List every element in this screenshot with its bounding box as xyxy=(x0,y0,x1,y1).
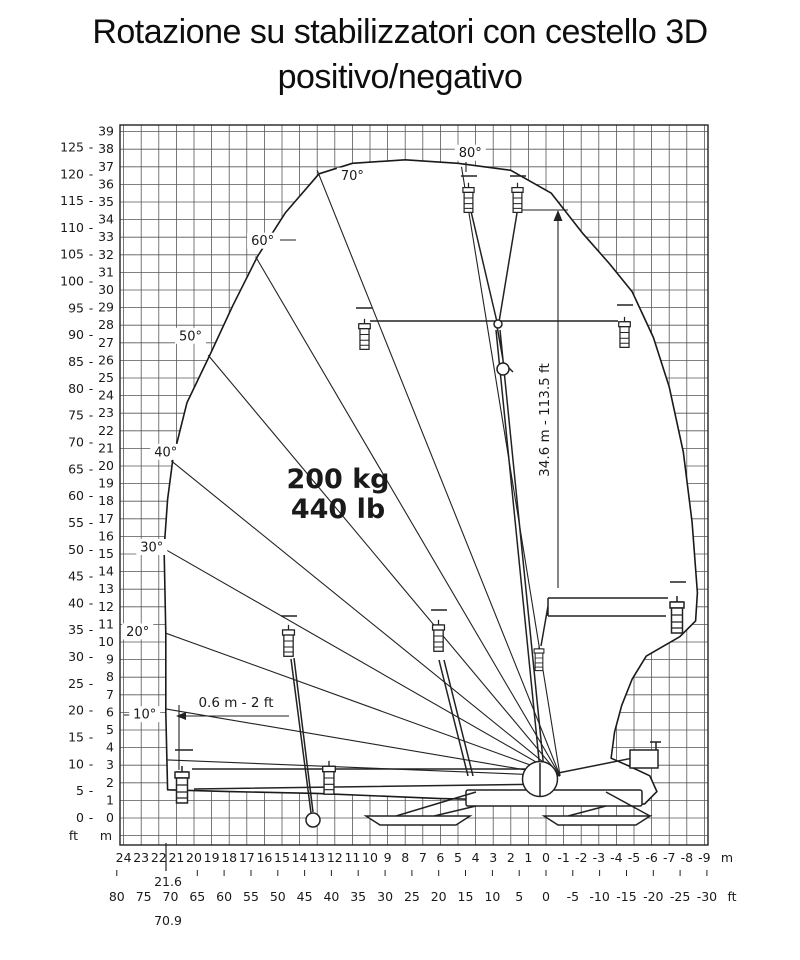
capacity-label xyxy=(286,464,389,525)
y-axis-m-tick-label: 28 xyxy=(98,317,114,333)
angle-label-50: 50° xyxy=(178,329,203,345)
negative-jib-joint xyxy=(497,363,509,375)
y-axis-ft-tick-label: 90 xyxy=(68,327,84,343)
chart-title-line2: positivo/negativo xyxy=(277,58,523,96)
basket-rear-low-icon xyxy=(534,645,544,671)
y-axis-ft-tick-label: 15 xyxy=(68,729,84,745)
x-axis-ft-tick-label: -15 xyxy=(616,889,637,904)
y-axis-ft-tick-label: 75 xyxy=(68,407,84,423)
x-axis-m-tick-label: 4 xyxy=(471,850,480,865)
x-axis-m-tick-label: 11 xyxy=(344,850,361,865)
angle-label-30: 30° xyxy=(140,540,164,556)
y-axis-dash: - xyxy=(88,300,94,316)
y-axis-m-tick-label: 5 xyxy=(106,722,114,737)
x-axis-m-tick-label: 17 xyxy=(238,850,255,865)
angle-label-70: 70° xyxy=(340,169,364,185)
x-axis-m-tick-label: 8 xyxy=(401,850,410,865)
y-axis-ft-tick-label: 115 xyxy=(60,193,84,209)
x-axis-m-tick-label: -3 xyxy=(592,850,606,865)
x-axis-m-tick-label: 15 xyxy=(274,850,290,865)
basket-jib-left-icon xyxy=(359,319,371,350)
y-axis-ft-tick-label: 35 xyxy=(68,622,84,638)
x-axis-m-tick-label: 10 xyxy=(362,850,378,865)
y-axis-m-tick-label: 8 xyxy=(106,669,114,685)
y-axis-dash: - xyxy=(88,810,94,825)
basket-top-right-icon xyxy=(512,183,523,213)
basket-low-hanging-icon xyxy=(323,761,336,794)
y-axis-m-tick-label: 13 xyxy=(98,581,114,597)
y-axis-dash: - xyxy=(88,166,94,182)
x-axis-m-tick-label: 13 xyxy=(309,850,326,865)
y-axis-m-tick-label: 4 xyxy=(106,739,114,755)
angle-label-20: 20° xyxy=(126,624,150,640)
y-axis-dash: - xyxy=(88,622,94,638)
y-axis-m-tick-label: 3 xyxy=(106,757,114,773)
height-dimension-label: 34.6 m - 113.5 ft xyxy=(537,363,553,477)
y-axis-ft-tick-label: 110 xyxy=(60,219,84,235)
y-axis-m-tick-label: 11 xyxy=(98,616,114,632)
y-axis-dash: - xyxy=(88,515,94,530)
x-axis-m-tick-label: 9 xyxy=(383,850,392,865)
max-outreach-m-label: 21.6 xyxy=(154,874,182,889)
x-axis-ft-tick-label: -25 xyxy=(669,889,691,904)
y-axis-m-tick-label: 17 xyxy=(98,510,114,526)
y-axis-m-tick-label: 24 xyxy=(98,387,114,403)
y-axis-m-tick-label: 2 xyxy=(106,774,114,790)
x-axis-ft-tick-label: -30 xyxy=(696,889,718,904)
x-axis-m-tick-label: 18 xyxy=(221,850,238,865)
x-axis-ft-tick-label: 45 xyxy=(296,889,313,904)
y-axis-m-tick-label: 6 xyxy=(106,704,114,720)
x-axis-m-tick-label: 22 xyxy=(150,850,167,865)
y-axis-ft-tick-label: 45 xyxy=(68,568,84,584)
y-axis-dash: - xyxy=(88,407,94,423)
y-axis-m-tick-label: 33 xyxy=(98,229,114,245)
y-axis-m-tick-label: 29 xyxy=(98,299,114,315)
x-axis-m-unit: m xyxy=(720,850,734,865)
y-axis-dash: - xyxy=(88,783,94,799)
basket-jib-right-icon xyxy=(619,317,631,348)
x-axis-ft-tick-label: 70 xyxy=(162,889,179,904)
x-axis-ft-tick-label: 15 xyxy=(457,889,474,904)
y-axis-ft-tick-label: 30 xyxy=(68,649,84,665)
basket-low-left-icon xyxy=(175,766,189,803)
x-axis-ft-tick-label: 75 xyxy=(135,889,152,904)
x-axis-ft-tick-label: 10 xyxy=(484,889,501,904)
y-axis-ft-tick-label: 120 xyxy=(60,166,84,182)
x-axis-m-tick-label: 6 xyxy=(436,850,445,865)
y-axis-ft-tick-label: 20 xyxy=(68,702,84,718)
x-axis-m-tick-label: 14 xyxy=(291,850,308,865)
x-axis-ft-tick-label: -10 xyxy=(589,889,610,904)
x-axis-ft-tick-label: 25 xyxy=(403,889,420,904)
y-axis-dash: - xyxy=(88,756,94,772)
y-axis-m-tick-label: 27 xyxy=(98,334,114,350)
capacity-lb: 440 lb xyxy=(290,494,386,525)
outrigger-pad-right xyxy=(544,816,650,825)
x-axis-m-tick-label: -7 xyxy=(662,850,676,865)
y-axis-ft-tick-label: 125 xyxy=(60,139,84,155)
y-axis-ft-tick-label: 5 xyxy=(76,783,84,799)
y-axis-dash: - xyxy=(88,461,94,477)
x-axis-m-tick-label: -5 xyxy=(627,850,641,865)
y-axis-dash: - xyxy=(88,595,94,611)
y-axis-ft-tick-label: 60 xyxy=(68,488,84,504)
y-axis-dash: - xyxy=(88,380,94,396)
x-axis-ft-tick-label: 40 xyxy=(323,889,340,904)
y-axis-ft-tick-label: 0 xyxy=(76,810,84,825)
y-axis-m-tick-label: 26 xyxy=(98,352,114,368)
jib-knuckle-joint xyxy=(494,320,502,328)
x-axis-ft-tick-label: 55 xyxy=(243,889,259,904)
y-axis-ft-tick-label: 40 xyxy=(68,595,84,611)
x-axis-ft-tick-label: 30 xyxy=(377,889,394,904)
x-axis-ft-tick-label: 65 xyxy=(189,889,206,904)
max-outreach-ft-label: 70.9 xyxy=(154,913,182,928)
x-axis-m-tick-label: 0 xyxy=(542,850,550,865)
y-axis-ft-tick-label: 105 xyxy=(60,246,84,262)
y-axis-m-tick-label: 39 xyxy=(98,123,114,139)
x-axis-m-tick-label: 19 xyxy=(203,850,220,865)
x-axis-m-tick-label: 20 xyxy=(186,850,202,865)
basket-rear-icon xyxy=(670,596,684,633)
basket-stick-icon xyxy=(283,625,295,656)
y-axis-m-tick-label: 31 xyxy=(98,264,114,280)
y-axis-ft-tick-label: 50 xyxy=(68,541,84,557)
y-axis-m-unit: m xyxy=(99,828,112,843)
y-axis-dash: - xyxy=(88,219,94,235)
y-axis-m-tick-label: 12 xyxy=(98,598,114,614)
x-axis-m-tick-label: 1 xyxy=(524,850,533,865)
y-axis-m-tick-label: 23 xyxy=(98,405,114,421)
y-axis-m-tick-label: 0 xyxy=(106,810,114,825)
y-axis-m-tick-label: 16 xyxy=(98,528,114,544)
x-axis-m-tick-label: -1 xyxy=(557,850,570,865)
x-axis-m-tick-label: 3 xyxy=(489,850,498,865)
y-axis-dash: - xyxy=(88,273,94,289)
angle-label-80: 80° xyxy=(458,146,482,162)
y-axis-dash: - xyxy=(88,434,94,450)
y-axis-m-tick-label: 21 xyxy=(98,440,114,456)
x-axis-m-tick-label: 23 xyxy=(133,850,150,865)
x-axis-m-tick-label: 24 xyxy=(115,850,132,865)
y-axis-dash: - xyxy=(88,702,94,718)
x-axis-ft-tick-label: 35 xyxy=(350,889,367,904)
y-axis-m-tick-label: 25 xyxy=(98,370,114,385)
x-axis-m-tick-label: -8 xyxy=(680,850,694,865)
y-axis-m-tick-label: 14 xyxy=(98,563,114,579)
angle-label-60: 60° xyxy=(251,234,275,250)
y-axis-m-tick-label: 19 xyxy=(98,475,114,491)
y-axis-m-tick-label: 10 xyxy=(98,634,114,649)
y-axis-dash: - xyxy=(88,541,94,557)
x-axis-m-tick-label: 7 xyxy=(418,850,427,865)
x-axis-m-tick-label: 12 xyxy=(326,850,343,865)
y-axis-dash: - xyxy=(88,139,94,155)
y-axis-m-tick-label: 1 xyxy=(106,792,114,808)
y-axis-ft-tick-label: 10 xyxy=(68,756,84,772)
x-axis-m-tick-label: 2 xyxy=(506,850,515,865)
y-axis-ft-tick-label: 80 xyxy=(68,380,84,396)
axis-units-and-markers xyxy=(69,828,737,928)
y-axis-m-tick-label: 35 xyxy=(98,194,114,209)
x-axis-ft-tick-label: 0 xyxy=(542,889,550,904)
y-axis-dash: - xyxy=(88,675,94,691)
y-axis-m-tick-label: 36 xyxy=(98,176,114,192)
stick-base-joint xyxy=(306,813,320,827)
outrigger-pad-left xyxy=(366,816,470,825)
y-axis-dash: - xyxy=(88,488,94,504)
y-axis-dash: - xyxy=(88,246,94,262)
y-axis-m-tick-label: 30 xyxy=(98,282,114,297)
x-axis-ft-tick-label: 80 xyxy=(108,889,125,904)
angle-label-10: 10° xyxy=(133,707,157,723)
x-axis-m-tick-label: -4 xyxy=(610,850,623,865)
y-axis-dash: - xyxy=(88,568,94,584)
y-axis-m-tick-label: 18 xyxy=(98,493,114,509)
y-axis-dash: - xyxy=(88,354,94,369)
angle-label-40: 40° xyxy=(154,445,178,461)
y-axis-m-tick-label: 32 xyxy=(98,246,114,262)
x-axis-ft-tick-label: -20 xyxy=(643,889,664,904)
y-axis-ft-tick-label: 70 xyxy=(68,434,84,450)
y-axis-m-tick-label: 7 xyxy=(106,686,114,702)
tail-box xyxy=(630,750,658,768)
y-axis-m-tick-label: 34 xyxy=(98,211,114,227)
x-axis-m-tick-label: -6 xyxy=(645,850,658,865)
x-axis-ft-tick-label: -5 xyxy=(566,889,580,904)
x-axis-ft-tick-label: 60 xyxy=(216,889,233,904)
x-axis-ft-tick-label: 20 xyxy=(430,889,447,904)
y-axis-dash: - xyxy=(88,649,94,665)
x-axis-m-tick-label: -9 xyxy=(698,850,711,865)
y-axis-m-tick-label: 37 xyxy=(98,158,114,174)
y-axis-ft-tick-label: 95 xyxy=(68,300,84,316)
x-axis-ft-unit: ft xyxy=(727,889,737,904)
x-axis-ft-tick-label: 50 xyxy=(269,889,286,904)
y-axis-m-tick-label: 22 xyxy=(98,422,114,438)
y-axis-ft-tick-label: 55 xyxy=(68,515,84,530)
offset-dimension-label: 0.6 m - 2 ft xyxy=(198,695,274,711)
y-axis-dash: - xyxy=(88,729,94,745)
y-axis-dash: - xyxy=(88,327,94,343)
x-axis-m-tick-label: 16 xyxy=(256,850,273,865)
x-axis-m-tick-label: 5 xyxy=(454,850,462,865)
y-axis-m-tick-label: 15 xyxy=(98,546,114,561)
y-axis-ft-tick-label: 65 xyxy=(68,461,84,477)
chart-title-line1: Rotazione su stabilizzatori con cestello 3D xyxy=(92,13,708,51)
y-axis-ft-tick-label: 85 xyxy=(68,354,84,369)
x-axis-ft-tick-label: 5 xyxy=(515,889,524,904)
basket-mid-icon xyxy=(433,620,445,651)
x-axis-m-tick-label: -2 xyxy=(574,850,588,865)
y-axis-ft-tick-label: 25 xyxy=(68,675,84,691)
y-axis-m-tick-label: 20 xyxy=(98,458,114,473)
y-axis-dash: - xyxy=(88,193,94,209)
basket-top-left-icon xyxy=(463,183,474,213)
x-axis-m-tick-label: 21 xyxy=(168,850,185,865)
capacity-kg: 200 kg xyxy=(286,464,390,495)
y-axis-m-tick-label: 38 xyxy=(98,141,114,157)
y-axis-ft-unit: ft xyxy=(68,828,78,843)
y-axis-ft-tick-label: 100 xyxy=(60,273,84,289)
y-axis-m-tick-label: 9 xyxy=(106,651,114,667)
